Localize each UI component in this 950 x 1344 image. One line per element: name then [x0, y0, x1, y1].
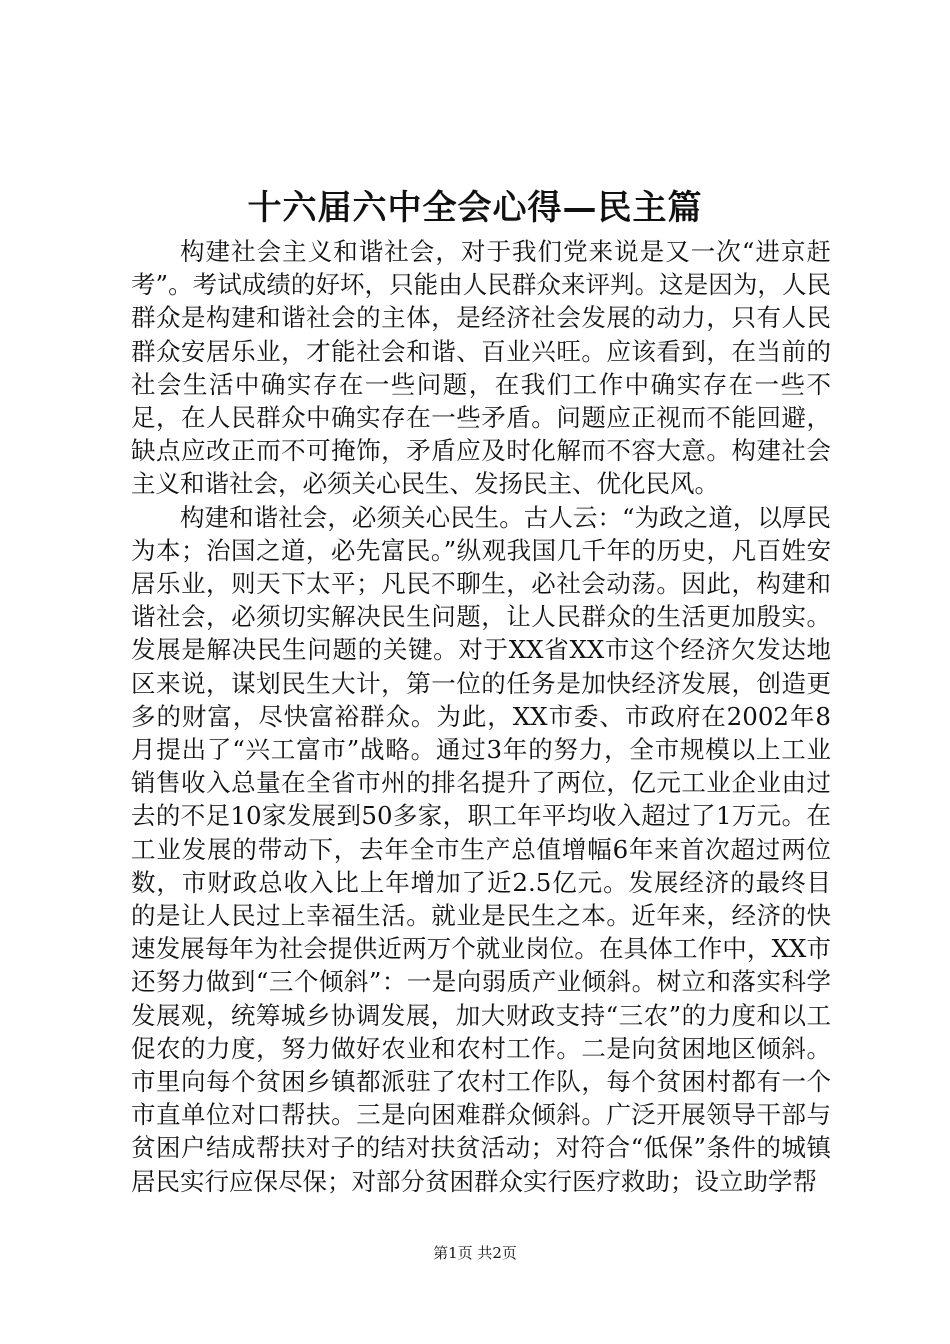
paragraph-1: 构建社会主义和谐社会，对于我们党来说是又一次“进京赶考”。考试成绩的好坏，只能由人民群众来评判。这是因为，人民群众是构建和谐社会的主体，是经济社会发展的动力，只有人民群众安居乐业，才能社会和谐、百业兴旺。应该看到，在当前的社会生活中确实存在一些问题，在我们工作中确实存在一些不足，在人民群众中确实存在一些矛盾。问题应正视而不能回避，缺点应改正而不可掩饰，矛盾应及时化解而不容大意。构建社会主义和谐社会，必须关心民生、发扬民主、优化民风。	[131, 237, 831, 499]
document-title: 十六届六中全会心得—民主篇	[247, 188, 703, 228]
page-number-footer: 第1页 共2页	[433, 1244, 517, 1262]
document-body	[131, 235, 831, 1198]
paragraph-2: 构建和谐社会，必须关心民生。古人云：“为政之道，以厚民为本；治国之道，必先富民。”纵观我国几千年的历史，凡百姓安居乐业，则天下太平；凡民不聊生，必社会动荡。因此，构建和谐社会，必须切实解决民生问题，让人民群众的生活更加殷实。发展是解决民生问题的关键。对于XX省XX市这个经济欠发达地区来说，谋划民生大计，第一位的任务是加快经济发展，创造更多的财富，尽快富裕群众。为此，XX市委、市政府在2002年8月提出了“兴工富市”战略。通过3年的努力，全市规模以上工业销售收入总量在全省市州的排名提升了两位，亿元工业企业由过去的不足10家发展到50多家，职工年平均收入超过了1万元。在工业发展的带动下，去年全市生产总值增幅6年来首次超过两位数，市财政总收入比上年增加了近2.5亿元。发展经济的最终目的是让人民过上幸福生活。就业是民生之本。近年来，经济的快速发展每年为社会提供近两万个就业岗位。在具体工作中，XX市还努力做到“三个倾斜”：一是向弱质产业倾斜。树立和落实科学发展观，统筹城乡协调发展，加大财政支持“三农”的力度和以工促农的力度，努力做好农业和农村工作。二是向贫困地区倾斜。市里向每个贫困乡镇都派驻了农村工作队，每个贫困村都有一个市直单位对口帮扶。三是向困难群众倾斜。广泛开展领导干部与贫困户结成帮扶对子的结对扶贫活动；对符合“低保”条件的城镇居民实行应保尽保；对部分贫困群众实行医疗救助；设立助学帮	[131, 502, 831, 1196]
